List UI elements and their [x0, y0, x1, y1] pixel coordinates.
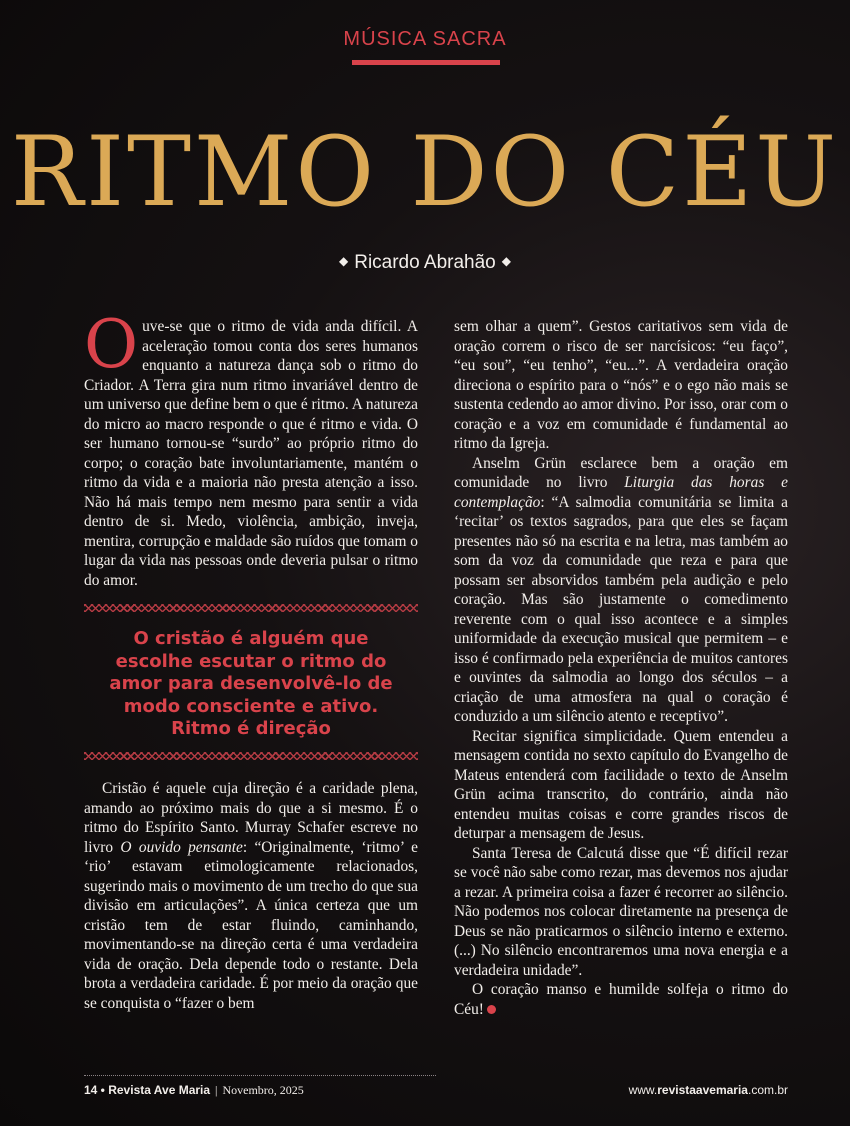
book-title: O ouvido pensante	[120, 838, 243, 856]
section-rule	[352, 60, 500, 65]
site-suffix: .com.br	[747, 1083, 788, 1097]
paragraph	[84, 779, 418, 1013]
paragraph-text: O coração manso e humilde solfeja o ritmo do Céu!	[454, 981, 788, 1018]
footer-website[interactable]	[629, 1083, 788, 1097]
paragraph-text: uve-se que o ritmo de vida anda difícil. A aceleração tomou conta dos seres humanos enquanto a natureza dança sob o ritmo do Criador. A Terra gira num ritmo invariável dentro de um universo que define bem o que é ritmo. A natureza do micro ao macro responde o que é ritmo e vida. O ser humano tornou-se “surdo” ao próprio ritmo do corpo; o coração bate involuntariamente, mantém o ritmo da vida e a maioria não presta atenção a isso. Não há mais tempo nem mesmo para sentir a vida dentro de si. Medo, violência, ambição, inveja, mentira, corrupção e maldade são ruídos que tomam o lugar da vida nas pessoas onde deveria pulsar o ritmo do amor.	[84, 318, 418, 589]
footer-separator: |	[215, 1083, 218, 1097]
paragraph-text: Cristão é aquele cuja direção é a caridade plena, amando ao próximo mais do que a si mesmo. É o ritmo do Espírito Santo. Murray Schafer escreve no livro	[84, 780, 418, 856]
column-left-bottom	[84, 779, 418, 1013]
pull-quote: O cristão é alguém que escolhe escutar o ritmo do amor para desenvolvê-lo de modo consciente e ativo. Ritmo é direção	[109, 628, 393, 739]
drop-cap: O	[84, 306, 139, 383]
paragraph-text: : “A salmodia comunitária se limita a ‘recitar’ os textos sagrados, para que eles se façam presentes não só na escrita e na letra, mas também ao som da voz da comunidade que reza e para que possam ser absorvidos também pela audição e pelo coração. Mas são justamente o comedimento reverente com o qual isso acontece e a simples uniformidade da execução musical que permitem – e isso é confirmado pela experiência de muitos cantores e ouvintes da salmodia ao longo dos séculos – a criação de uma atmosfera na qual o coração é conduzido a um silêncio atento e receptivo”.	[454, 493, 788, 725]
issue-date: Novembro, 2025	[222, 1083, 304, 1097]
author-name: Ricardo Abrahão	[354, 252, 496, 273]
paragraph: Recitar significa simplicidade. Quem entendeu a mensagem contida no sexto capítulo do Evangelho de Mateus entenderá com facilidade o texto de Anselm Grün acima transcrito, do contrário, ainda não entendeu muitas coisas e corre grandes riscos de deturpar a mensagem de Jesus.	[454, 727, 788, 842]
page-number: 14 • Revista Ave Maria	[84, 1083, 211, 1097]
column-left-top	[84, 306, 418, 590]
site-name: revistaavemaria	[657, 1083, 748, 1097]
divider-bottom	[84, 752, 418, 760]
divider-top	[84, 604, 418, 612]
paragraph: Santa Teresa de Calcutá disse que “É difícil rezar se você não sabe como rezar, mas devemos nos ajudar a rezar. A primeira coisa a fazer é recorrer ao silêncio. Não podemos nos colocar diretamente na presença de Deus se não praticarmos o silêncio interno e externo. (...) No silêncio encontraremos uma nova energia e a verdadeira unidade”.	[454, 844, 788, 979]
end-mark-icon	[487, 1005, 496, 1014]
article-title: RITMO DO CÉU	[10, 116, 840, 228]
paragraph	[84, 306, 418, 590]
column-right	[454, 317, 788, 1019]
paragraph-text: : “Originalmente, ‘ritmo’ e ‘rio’ estavam etimologicamente relacionados, sugerindo mais o movimento de um trecho do que sua divisão em articulações”. A única certeza que um cristão tem de estar fluindo, caminhando, movimentando-se na direção certa é uma verdadeira vida de oração. Dela depende todo o restante. Dela brota a verdadeira caridade. É por meio da oração que se conquista o “fazer o bem	[84, 838, 418, 1012]
diamond-icon: ◆	[501, 254, 511, 268]
paragraph: sem olhar a quem”. Gestos caritativos sem vida de oração correm o risco de ser narcísicos: “eu faço”, “eu sou”, “eu tenho”, “eu...”. A verdadeira oração direciona o espírito para o “nós” e o ego não mais se sustenta cedendo ao amor divino. Por isso, orar com o coração e a voz em comunidade é fundamental ao ritmo da Igreja.	[454, 318, 788, 452]
site-prefix: www.	[628, 1083, 658, 1097]
book-title: Liturgia das horas e contemplação	[454, 474, 788, 511]
paragraph-text: Anselm Grün esclarece bem a oração em comunidade no livro	[454, 454, 788, 491]
diamond-icon: ◆	[338, 254, 349, 268]
section-label: MÚSICA SACRA	[343, 28, 507, 50]
paragraph	[454, 980, 788, 1019]
footer-rule	[84, 1075, 436, 1076]
footer-left	[84, 1083, 304, 1098]
byline	[0, 252, 850, 274]
paragraph	[454, 454, 788, 727]
